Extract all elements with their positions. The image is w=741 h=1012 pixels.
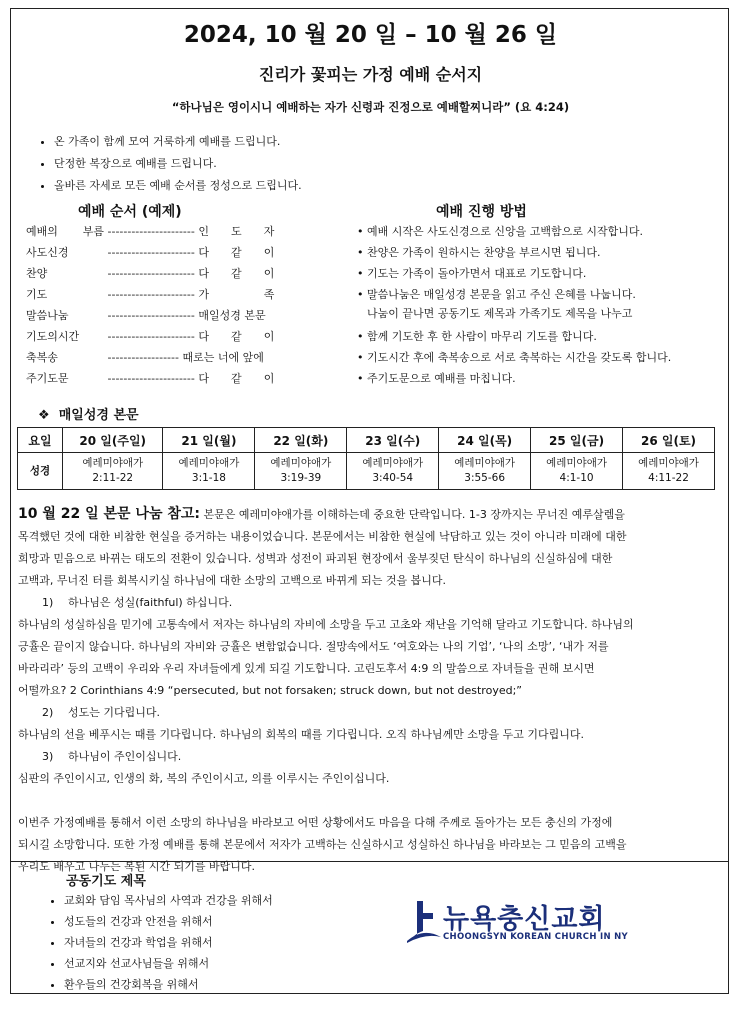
book-name: 예레미야애가 bbox=[362, 457, 424, 469]
sharing-line: 어떨까요? 2 Corinthians 4:9 “persecuted, but not forsaken; struck down, but not destroyed;” bbox=[18, 684, 522, 697]
point-number: 1) bbox=[42, 596, 54, 609]
point-text: 성도는 기다립니다. bbox=[68, 706, 161, 719]
order-item-leader: 다 같 이 bbox=[198, 372, 275, 385]
table-cell bbox=[163, 453, 255, 490]
point-text: 하나님이 주인이십니다. bbox=[68, 750, 182, 763]
table-header-cell: 26 일(토) bbox=[623, 428, 715, 453]
table-cell bbox=[347, 453, 439, 490]
intro-bullet-list bbox=[34, 131, 302, 197]
method-item: • 기도시간 후에 축복송으로 서로 축복하는 시간을 갖도록 합니다. bbox=[357, 351, 672, 364]
prayer-item: • 자녀들의 건강과 학업을 위해서 bbox=[64, 932, 273, 953]
order-row bbox=[26, 222, 274, 242]
passage-ref: 4:1-10 bbox=[559, 472, 594, 484]
book-name: 예레미야애가 bbox=[454, 457, 516, 469]
order-dashes: ---------------------- bbox=[107, 267, 195, 280]
order-row bbox=[26, 264, 274, 284]
date-range-title: 2024, 10 월 20 일 – 10 월 26 일 bbox=[183, 22, 558, 48]
order-dashes: ---------------------- bbox=[107, 246, 195, 259]
order-item-leader: 매일성경 본문 bbox=[198, 309, 266, 322]
table-row bbox=[18, 453, 715, 490]
order-item-leader: 인 도 자 bbox=[198, 225, 275, 238]
order-item-leader: 가 족 bbox=[198, 288, 275, 301]
sharing-line: 고백과, 무너진 터를 회복시키실 하나님에 대한 소망의 고백으로 바뀌게 되는 것을 봅니다. bbox=[18, 574, 446, 587]
order-item-leader: 다 같 이 bbox=[198, 330, 275, 343]
book-name: 예레미야애가 bbox=[178, 457, 240, 469]
point-text: 하나님은 성실(faithful) 하십니다. bbox=[68, 596, 233, 609]
table-header-cell: 22 일(화) bbox=[255, 428, 347, 453]
daily-bible-title-text: 매일성경 본문 bbox=[58, 408, 139, 423]
sharing-line: 긍휼은 끝이지 않습니다. 하나님의 자비와 긍휼은 변함없습니다. 절망속에서도 ‘여호와는 나의 기업’, ‘나의 소망’, ‘내가 저를 bbox=[18, 640, 609, 653]
theme-verse: “하나님은 영이시니 예배하는 자가 신령과 진정으로 예배할찌니라” (요 4:24) bbox=[171, 100, 570, 114]
table-cell bbox=[255, 453, 347, 490]
method-item: • 찬양은 가족이 원하시는 찬양을 부르시면 됩니다. bbox=[357, 246, 601, 259]
table-cell bbox=[623, 453, 715, 490]
order-item-name: 사도신경 bbox=[26, 246, 69, 259]
method-item: • 예배 시작은 사도신경으로 신앙을 고백함으로 시작합니다. bbox=[357, 225, 643, 238]
point-heading bbox=[18, 702, 718, 724]
book-name: 예레미야애가 bbox=[270, 457, 332, 469]
church-logo-name: 뉴욕충신교회 bbox=[443, 904, 606, 935]
sharing-line: 희망과 믿음으로 바뀌는 태도의 전환이 있습니다. 성벽과 성전이 파괴된 현장에서 울부짖던 탄식이 하나님의 신실하심에 대한 bbox=[18, 552, 613, 565]
order-item-name: 주기도문 bbox=[26, 372, 69, 385]
table-header-row bbox=[18, 428, 715, 453]
church-cross-logo-icon bbox=[403, 897, 443, 947]
order-row bbox=[26, 285, 274, 305]
book-name: 예레미야애가 bbox=[82, 457, 144, 469]
book-name: 예레미야애가 bbox=[546, 457, 607, 469]
order-item-leader: 다 같 이 bbox=[198, 267, 275, 280]
table-cell bbox=[439, 453, 531, 490]
passage-ref: 3:19-39 bbox=[280, 472, 322, 484]
diamond-bullet-icon: ❖ bbox=[38, 408, 50, 423]
order-dashes: ---------------------- bbox=[107, 372, 195, 385]
sharing-line: 하나님의 성실하심을 믿기에 고통속에서 저자는 하나님의 자비에 소망을 두고 고초와 재난을 기억해 달라고 기도합니다. 하나님의 bbox=[18, 618, 634, 631]
order-dashes: ------------------ bbox=[107, 351, 179, 364]
order-item-name: 기도 bbox=[26, 288, 48, 301]
method-item: • 기도는 가족이 돌아가면서 대표로 기도합니다. bbox=[357, 267, 587, 280]
sharing-text: 본문은 예레미야애가를 이해하는데 중요한 단락입니다. 1-3 장까지는 무너진 예루살렘을 bbox=[203, 508, 625, 521]
order-item-name: 예배의 부름 bbox=[26, 225, 104, 238]
intro-bullet: • 온 가족이 함께 모여 거룩하게 예배를 드립니다. bbox=[54, 131, 302, 153]
closing-line: 우리도 배우고 나누는 복된 시간 되기를 바랍니다. bbox=[18, 860, 255, 873]
daily-bible-title bbox=[38, 404, 139, 423]
spacer bbox=[18, 790, 718, 812]
table-header-cell: 25 일(금) bbox=[531, 428, 623, 453]
intro-bullet: • 올바른 자세로 모든 예배 순서를 정성으로 드립니다. bbox=[54, 175, 302, 197]
sharing-heading: 10 월 22 일 본문 나눔 참고: bbox=[18, 506, 200, 522]
passage-ref: 3:1-18 bbox=[191, 472, 226, 484]
order-item-name: 말씀나눔 bbox=[26, 309, 69, 322]
order-dashes: ---------------------- bbox=[107, 225, 195, 238]
worship-guide-subtitle: 진리가 꽃피는 가정 예배 순서지 bbox=[258, 65, 483, 84]
method-item: • 주기도문으로 예배를 마칩니다. bbox=[357, 372, 516, 385]
order-row bbox=[26, 348, 264, 368]
point-number: 3) bbox=[42, 750, 54, 763]
closing-line: 되시길 소망합니다. 또한 가정 예배를 통해 본문에서 저자가 고백하는 신실하시고 성실하신 하나님을 바라보는 그 믿음의 고백을 bbox=[18, 838, 627, 851]
method-item: • 말씀나눔은 매일성경 본문을 읽고 주신 은혜를 나눕니다. bbox=[357, 288, 636, 301]
order-row bbox=[26, 327, 274, 347]
daily-bible-table bbox=[17, 427, 715, 490]
order-item-leader: 때로는 너에 앞에 bbox=[182, 351, 264, 364]
prayer-item: • 선교지와 선교사님들을 위해서 bbox=[64, 953, 273, 974]
method-item: 나눔이 끝나면 공동기도 제목과 가족기도 제목을 나누고 bbox=[367, 307, 633, 320]
prayer-list bbox=[40, 890, 273, 995]
order-dashes: ---------------------- bbox=[107, 330, 195, 343]
table-header-cell: 20 일(주일) bbox=[63, 428, 163, 453]
order-row bbox=[26, 369, 274, 389]
method-item: • 함께 기도한 후 한 사람이 마무리 기도를 합니다. bbox=[357, 330, 597, 343]
point-heading bbox=[18, 746, 718, 768]
passage-ref: 2:11-22 bbox=[92, 472, 134, 484]
sharing-line bbox=[18, 503, 718, 526]
point-heading bbox=[18, 592, 718, 614]
closing-line: 이번주 가정예배를 통해서 이런 소망의 하나님을 바라보고 어떤 상황에서도 마음을 다해 주께로 돌아가는 모든 충신의 가정에 bbox=[18, 816, 613, 829]
order-item-name: 찬양 bbox=[26, 267, 48, 280]
prayer-section-title: 공동기도 제목 bbox=[66, 874, 146, 889]
point-number: 2) bbox=[42, 706, 54, 719]
method-section-title: 예배 진행 방법 bbox=[436, 204, 527, 220]
passage-ref: 3:55-66 bbox=[464, 472, 506, 484]
church-logo-subtitle: CHOONGSYN KOREAN CHURCH IN NY bbox=[443, 932, 628, 942]
table-cell bbox=[531, 453, 623, 490]
table-header-cell: 24 일(목) bbox=[439, 428, 531, 453]
order-dashes: ---------------------- bbox=[107, 288, 195, 301]
passage-ref: 3:40-54 bbox=[372, 472, 414, 484]
sharing-section bbox=[18, 503, 718, 878]
sharing-line: 바라리라’ 등의 고백이 우리와 우리 자녀들에게 있게 되길 기도합니다. 고린도후서 4:9 의 말씀으로 자녀들을 권해 보시면 bbox=[18, 662, 595, 675]
table-row-label: 성경 bbox=[18, 453, 63, 490]
order-item-name: 기도의시간 bbox=[26, 330, 80, 343]
book-name: 예레미야애가 bbox=[638, 457, 699, 469]
intro-bullet: • 단정한 복장으로 예배를 드립니다. bbox=[54, 153, 302, 175]
sharing-line: 목격했던 것에 대한 비참한 현실을 증거하는 내용이었습니다. 본문에서는 비참한 현실에 낙담하고 있는 것이 아니라 미래에 대한 bbox=[18, 530, 627, 543]
sharing-line: 하나님의 선을 베푸시는 때를 기다립니다. 하나님의 회복의 때를 기다립니다. 오직 하나님께만 소망을 두고 기다립니다. bbox=[18, 728, 584, 741]
order-row bbox=[26, 306, 266, 326]
table-header-cell: 21 일(월) bbox=[163, 428, 255, 453]
table-cell bbox=[63, 453, 163, 490]
order-row bbox=[26, 243, 274, 263]
sharing-line: 심판의 주인이시고, 인생의 화, 복의 주인이시고, 의를 이루시는 주인이십니다. bbox=[18, 772, 390, 785]
passage-ref: 4:11-22 bbox=[648, 472, 689, 484]
prayer-item: • 환우들의 건강회복을 위해서 bbox=[64, 974, 273, 995]
prayer-item: • 성도들의 건강과 안전을 위해서 bbox=[64, 911, 273, 932]
prayer-item: • 교회와 담임 목사님의 사역과 건강을 위해서 bbox=[64, 890, 273, 911]
order-item-name: 축복송 bbox=[26, 351, 58, 364]
order-section-title: 예배 순서 (예제) bbox=[78, 204, 182, 220]
table-header-cell: 23 일(수) bbox=[347, 428, 439, 453]
table-header-cell: 요일 bbox=[18, 428, 63, 453]
order-dashes: ---------------------- bbox=[107, 309, 195, 322]
order-item-leader: 다 같 이 bbox=[198, 246, 275, 259]
